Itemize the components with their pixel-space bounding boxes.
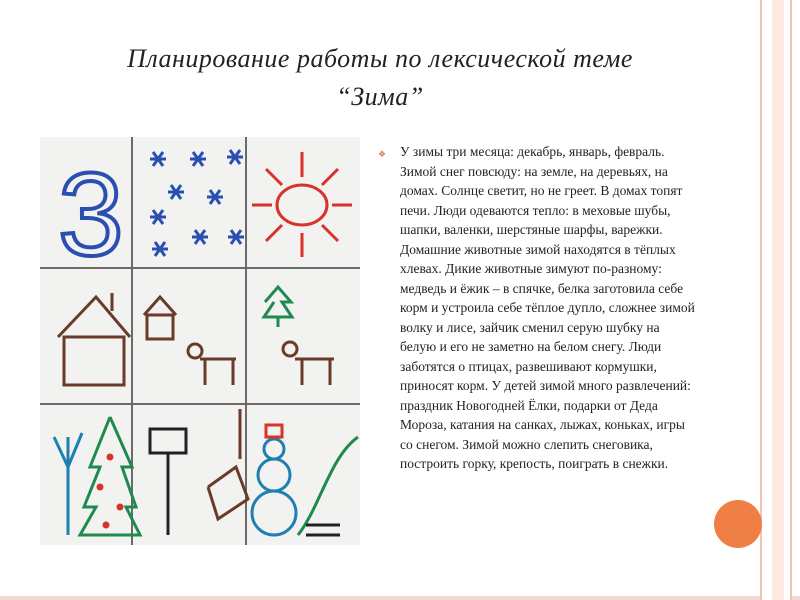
fir-tree-icon <box>264 287 292 327</box>
slide-title-line2: “Зима” <box>336 82 424 111</box>
snowman-icon <box>252 425 296 535</box>
pictogram-svg <box>40 137 360 545</box>
winter-pictogram-image <box>40 137 360 545</box>
skis-icon <box>306 525 340 535</box>
sled-icon <box>208 409 248 519</box>
snow-hill-icon <box>298 437 358 535</box>
snowflakes-icon <box>150 150 244 256</box>
description-paragraph <box>378 142 698 474</box>
bullet-icon: ❖ <box>378 149 387 159</box>
bottom-border <box>0 596 800 600</box>
bird-feeder-icon <box>150 429 186 535</box>
dog-icon <box>188 344 236 385</box>
digit-three: 3 <box>58 149 124 281</box>
shed-icon <box>144 297 176 339</box>
cow-icon <box>283 342 334 385</box>
bare-tree-icon <box>54 433 82 535</box>
description-text: У зимы три месяца: декабрь, январь, февраль. Зимой снег повсюду: на земле, на деревьях, на домах. Солнце светит, но не греет. В домах топят печи. Люди одеваются тепло: в меховые шубы, шапки, валенки, шерстяные шарфы, варежки. Домашние животные зимой находятся в тёплых хлевах. Дикие животные зимуют по-разному: медведь и ёжик – в спячке, белка заготовила себе корм и устроила себе тёплое дупло, сложнее зимой волку и лисе, зайчик сменил серую шубку на белую и его не заметно на белом снегу. Люди заботятся о птицах, развешивают кормушки, приносят корм. У детей зимой много развлечений: праздник Новогодней Ёлки, подарки от Деда Мороза, катания на санках, лыжах, коньках, игры со снегом. Зимой можно слепить снеговика, построить горку, крепость, поиграть в снежки. <box>400 144 695 471</box>
sun-icon <box>252 152 352 257</box>
right-decorative-stripe-inner <box>772 0 784 600</box>
house-icon <box>58 293 130 385</box>
slide-title <box>40 40 720 116</box>
slide-title-line1: Планирование работы по лексической теме <box>127 44 633 73</box>
decorative-orange-circle <box>714 500 762 548</box>
